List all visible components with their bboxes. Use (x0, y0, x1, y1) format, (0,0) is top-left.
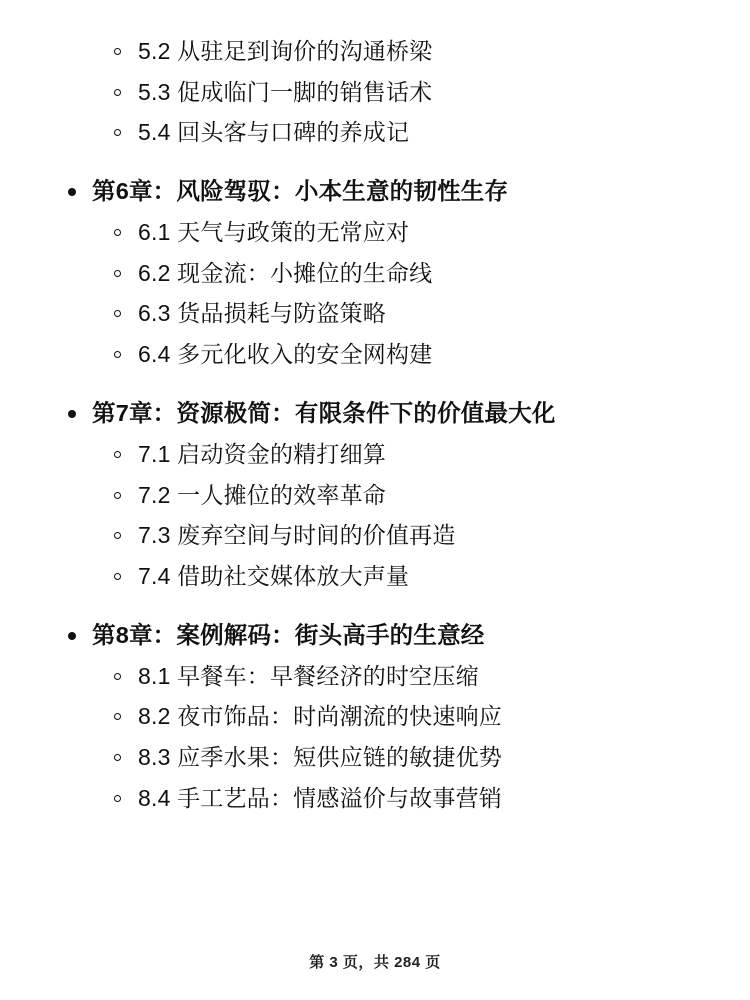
hollow-bullet-icon (114, 229, 121, 236)
hollow-bullet-icon (114, 713, 121, 720)
hollow-bullet-icon (114, 673, 121, 680)
list-item[interactable] (56, 256, 694, 292)
spacer (56, 156, 694, 174)
chapter-item[interactable] (56, 618, 694, 653)
toc-group (56, 34, 694, 151)
list-item[interactable] (56, 115, 694, 151)
chapter-item[interactable] (56, 174, 694, 209)
page-footer: 第 3 页，共 284 页 (309, 954, 441, 971)
filled-bullet-icon (68, 188, 76, 196)
list-item[interactable] (56, 296, 694, 332)
section-label: 7.3 废弃空间与时间的价值再造 (138, 522, 456, 549)
spacer (56, 600, 694, 618)
list-item[interactable] (56, 740, 694, 776)
hollow-bullet-icon (114, 129, 121, 136)
list-item[interactable] (56, 478, 694, 514)
hollow-bullet-icon (114, 270, 121, 277)
section-label: 5.2 从驻足到询价的沟通桥梁 (138, 38, 433, 64)
section-label: 5.3 促成临门一脚的销售话术 (138, 78, 433, 105)
section-label: 5.4 回头客与口碑的养成记 (138, 119, 410, 146)
chapter-label: 第6章：风险驾驭：小本生意的韧性生存 (92, 177, 509, 204)
section-list (56, 34, 694, 151)
list-item[interactable] (56, 75, 694, 111)
hollow-bullet-icon (114, 754, 121, 761)
hollow-bullet-icon (114, 573, 121, 580)
section-label: 6.4 多元化收入的安全网构建 (138, 341, 433, 368)
section-label: 8.1 早餐车：早餐经济的时空压缩 (138, 662, 479, 689)
list-item[interactable] (56, 781, 694, 817)
section-list (56, 437, 694, 595)
chapter-label: 第7章：资源极简：有限条件下的价值最大化 (92, 399, 556, 426)
section-label: 8.4 手工艺品：情感溢价与故事营销 (138, 784, 502, 811)
hollow-bullet-icon (114, 48, 121, 55)
hollow-bullet-icon (114, 492, 121, 499)
hollow-bullet-icon (114, 451, 121, 458)
list-item[interactable] (56, 559, 694, 595)
list-item[interactable] (56, 659, 694, 695)
section-label: 6.1 天气与政策的无常应对 (138, 219, 410, 246)
list-item[interactable] (56, 215, 694, 251)
list-item[interactable] (56, 699, 694, 735)
section-label: 7.1 启动资金的精打细算 (138, 440, 386, 467)
list-item[interactable] (56, 337, 694, 373)
list-item[interactable] (56, 34, 694, 70)
section-label: 7.2 一人摊位的效率革命 (138, 481, 386, 508)
hollow-bullet-icon (114, 532, 121, 539)
section-label: 6.3 货品损耗与防盗策略 (138, 300, 386, 327)
hollow-bullet-icon (114, 795, 121, 802)
list-item[interactable] (56, 437, 694, 473)
spacer (56, 378, 694, 396)
chapter-label: 第8章：案例解码：街头高手的生意经 (92, 621, 485, 648)
section-list (56, 659, 694, 817)
hollow-bullet-icon (114, 351, 121, 358)
section-label: 8.2 夜市饰品：时尚潮流的快速响应 (138, 703, 502, 730)
section-label: 8.3 应季水果：短供应链的敏捷优势 (138, 744, 502, 771)
filled-bullet-icon (68, 410, 76, 418)
hollow-bullet-icon (114, 310, 121, 317)
list-item[interactable] (56, 518, 694, 554)
hollow-bullet-icon (114, 89, 121, 96)
section-label: 6.2 现金流：小摊位的生命线 (138, 259, 433, 286)
section-label: 7.4 借助社交媒体放大声量 (138, 562, 410, 589)
filled-bullet-icon (68, 632, 76, 640)
table-of-contents (56, 34, 694, 816)
chapter-item[interactable] (56, 396, 694, 431)
section-list (56, 215, 694, 373)
